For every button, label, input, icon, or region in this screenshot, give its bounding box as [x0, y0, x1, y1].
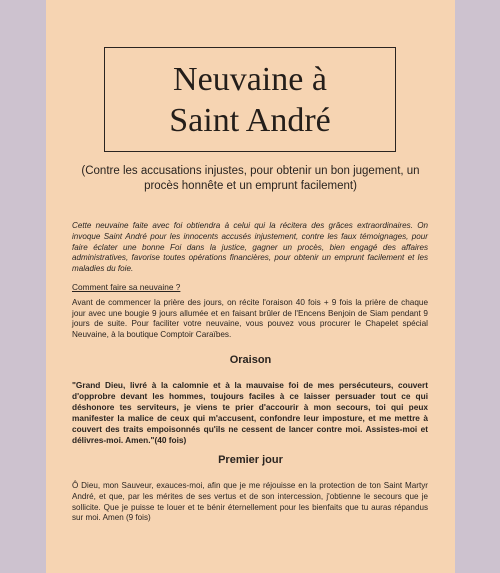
title-box [104, 47, 396, 152]
subtitle: (Contre les accusations injustes, pour obtenir un bon jugement, un procès honnête et un emprunt facilement) [81, 165, 420, 192]
howto-heading: Comment faire sa neuvaine ? [72, 282, 181, 292]
oraison-prayer: "Grand Dieu, livré à la calomnie et à la mauvaise foi de mes persécuteurs, couvert d'opprobre devant les hommes, toujours faciles à ce laisser persuader tout ce qui déshonore tes serviteurs, je viens te prier d'accourir à mon secours, toi qui peux manifester la malice de ceux qui m'accusent, confondre leur imposture, et me mettre à couvert des traits empoisonnés qu'ils ne cessent de lancer contre moi. Assistes-moi et délivres-moi. Amen."(40 fois) [72, 380, 428, 445]
premier-jour-prayer: Ô Dieu, mon Sauveur, exauces-moi, afin que je me réjouisse en la protection de ton Saint Martyr André, et que, par les mérites de ses vertus et de son intercession, j'obtienne le secours que je sollicite. Que je puisse te louer et te bénir éternellement pour les bienfaits que tu auras répandus sur moi. Amen (9 fois) [72, 481, 428, 523]
oraison-heading: Oraison [229, 354, 272, 366]
page-title: Neuvaine à Saint André [169, 60, 331, 139]
premier-jour-heading: Premier jour [218, 454, 283, 466]
howto-paragraph: Avant de commencer la prière des jours, on récite l'oraison 40 fois + 9 fois la prière de chaque jour avec une bougie 9 jours allumée et en faisant brûler de l'Encens Benjoin de Siam pendant 9 jours de suite. Pour faciliter votre neuvaine, vous pouvez vous procurer le Chapelet spécial Neuvaine, à la boutique Comptoir Caraïbes. [72, 298, 428, 339]
neuvaine-page [46, 0, 455, 573]
intro-paragraph: Cette neuvaine faite avec foi obtiendra à celui qui la récitera des grâces extraordinaires. On invoque Saint André pour les innocents accusés injustement, contre les faux témoignages, pour faire éclater une bonne Foi dans la justice, gagner un procès, bien engagé des affaires administratives, favorise toutes opérations financières, pour obtenir un emprunt facilement et les maladies du foie. [72, 221, 428, 274]
